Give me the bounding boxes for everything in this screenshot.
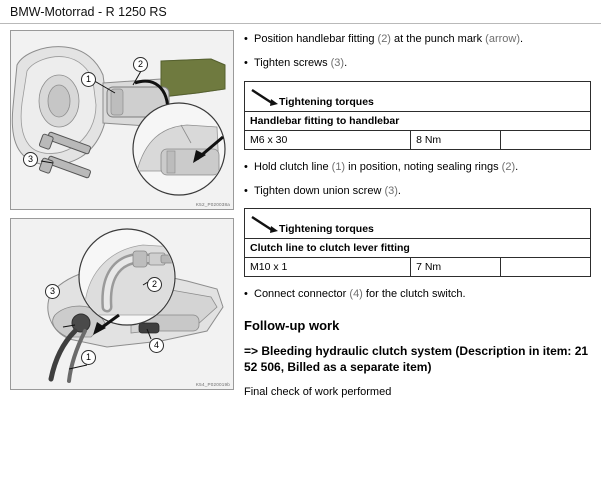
step-item	[244, 32, 591, 47]
torque-table-title: Tightening torques	[279, 95, 374, 108]
part-number: (2)	[377, 33, 391, 45]
torque-section-label: Handlebar fitting to handlebar	[245, 111, 591, 130]
table-row	[245, 209, 591, 239]
bullet-icon: •	[244, 33, 248, 45]
tightening-torques-table-handlebar	[244, 81, 591, 150]
figure-2-callout-2: 2	[147, 277, 162, 292]
figure-1-illustration	[11, 31, 233, 209]
part-number: (1)	[331, 160, 346, 173]
part-number: (2)	[501, 160, 516, 173]
torque-table-title: Tightening torques	[279, 223, 374, 236]
step-text: Position handlebar fitting (2) at the punch mark (arrow).	[254, 33, 524, 45]
figure-clutch-line	[10, 218, 234, 390]
follow-up-title: Follow-up work	[244, 318, 340, 334]
figure-2-callout-3: 3	[45, 284, 60, 299]
follow-up-note: Final check of work performed	[244, 385, 392, 398]
table-row	[245, 258, 591, 277]
figure-2-illustration	[11, 219, 233, 389]
page-title: BMW-Motorrad - R 1250 RS	[10, 5, 167, 19]
torque-fastener: M10 x 1	[245, 258, 411, 277]
step-text: Tighten screws (3).	[254, 56, 348, 69]
table-row	[245, 111, 591, 130]
step-text: Connect connector (4) for the clutch switch.	[254, 288, 466, 301]
step-item	[244, 160, 591, 175]
torque-extra	[501, 130, 591, 149]
table-row	[245, 239, 591, 258]
figure-1-callout-2: 2	[133, 57, 148, 72]
figure-column	[10, 30, 234, 398]
torque-wrench-icon	[250, 88, 280, 108]
torque-fastener: M6 x 30	[245, 130, 411, 149]
torque-extra	[501, 258, 591, 277]
figure-2-callout-4: 4	[149, 338, 164, 353]
step-item	[244, 184, 591, 199]
part-number: (4)	[349, 288, 363, 301]
tightening-torques-table-clutch	[244, 208, 591, 277]
part-number: (3)	[384, 184, 398, 197]
torque-value: 8 Nm	[411, 130, 501, 149]
bullet-icon: •	[244, 160, 248, 173]
follow-up-section	[244, 318, 591, 397]
step-text: Hold clutch line (1) in position, noting sealing rings (2).	[254, 160, 519, 173]
figure-2-callout-1: 1	[81, 350, 96, 365]
table-row	[245, 81, 591, 111]
step-text: Tighten down union screw (3).	[254, 184, 401, 197]
table-row	[245, 130, 591, 149]
bullet-icon: •	[244, 184, 248, 197]
torque-table-header-cell	[245, 209, 591, 239]
part-number: (3)	[330, 56, 345, 69]
step-item	[244, 287, 591, 302]
torque-wrench-icon	[250, 215, 280, 235]
torque-value: 7 Nm	[411, 258, 501, 277]
bullet-icon: •	[244, 56, 248, 69]
bullet-icon: •	[244, 288, 248, 301]
follow-up-reference-link[interactable]: => Bleeding hydraulic clutch system (Description in item: 21 52 506, Billed as a separate item)	[244, 344, 589, 375]
figure-1-callout-3: 3	[23, 152, 38, 167]
step-item	[244, 56, 591, 71]
instruction-column	[244, 30, 591, 398]
torque-section-label: Clutch line to clutch lever fitting	[245, 239, 591, 258]
figure-handlebar-fitting	[10, 30, 234, 210]
part-number: (arrow)	[485, 33, 521, 45]
figure-1-callout-1: 1	[81, 72, 96, 87]
page-body	[0, 30, 601, 398]
figure-1-code: K52_P020038a	[195, 202, 230, 207]
document-header	[0, 0, 601, 23]
figure-2-code: K54_P020019b	[195, 382, 230, 387]
header-divider	[0, 23, 601, 24]
torque-table-header-cell	[245, 81, 591, 111]
